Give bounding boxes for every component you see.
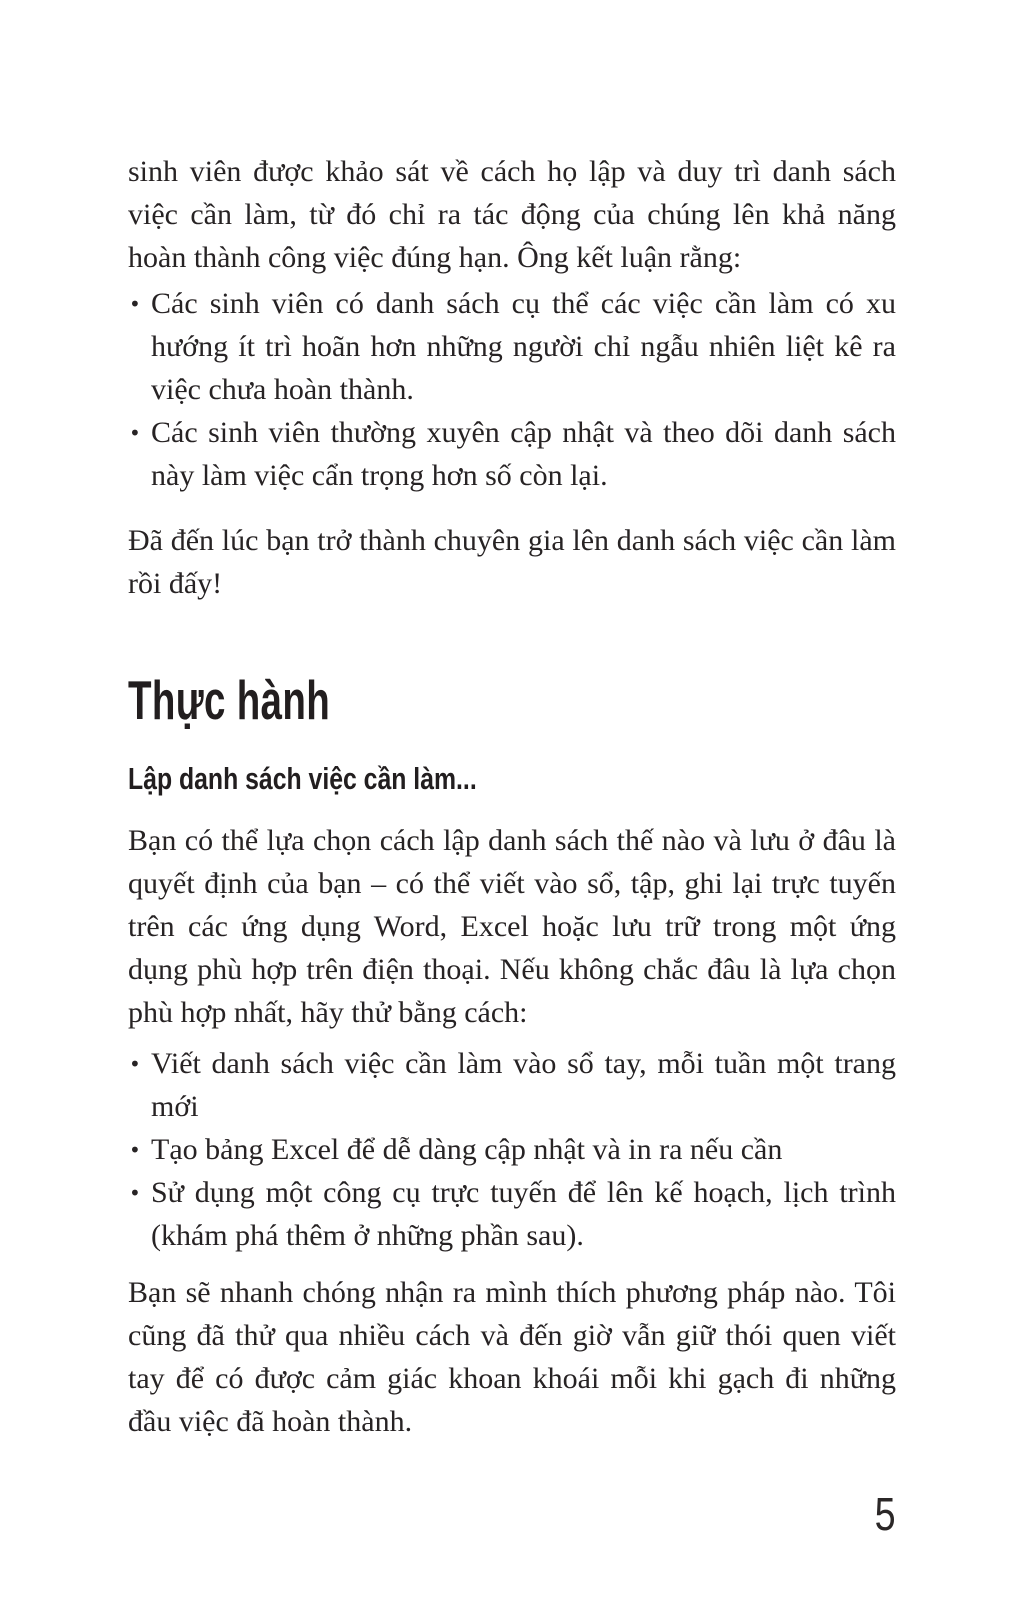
text-block (128, 150, 896, 1443)
intro-paragraph: sinh viên được khảo sát về cách họ lập và duy trì danh sách việc cần làm, từ đó chỉ ra tác động của chúng lên khả năng hoàn thành công việc đúng hạn. Ông kết luận rằng: (128, 155, 896, 274)
bullet-text: Viết danh sách việc cần làm vào sổ tay, mỗi tuần một trang mới (151, 1047, 896, 1123)
bullet-icon: • (129, 1181, 141, 1205)
list-item (128, 1042, 896, 1128)
bullet-icon: • (129, 1138, 141, 1162)
list-item (128, 1128, 896, 1171)
list-item (128, 411, 896, 497)
conclusion-paragraph: Đã đến lúc bạn trở thành chuyên gia lên danh sách việc cần làm rồi đấy! (128, 524, 896, 600)
bullet-text: Tạo bảng Excel để dễ dàng cập nhật và in ra nếu cần (151, 1133, 783, 1166)
section-heading-text: Thực hành (128, 669, 331, 731)
section-heading (128, 670, 896, 730)
subsection-heading-text: Lập danh sách việc cần làm... (128, 761, 477, 796)
bullet-icon: • (129, 1052, 141, 1076)
bullet-icon: • (129, 292, 141, 316)
page-number: 5 (875, 1488, 896, 1540)
methods-bullet-list (128, 1042, 896, 1257)
bullet-icon: • (129, 421, 141, 445)
list-item (128, 282, 896, 411)
bullet-text: Sử dụng một công cụ trực tuyến để lên kế hoạch, lịch trình (khám phá thêm ở những phần sau). (151, 1176, 896, 1252)
closing-paragraph: Bạn sẽ nhanh chóng nhận ra mình thích phương pháp nào. Tôi cũng đã thử qua nhiều cách và đến giờ vẫn giữ thói quen viết tay để có được cảm giác khoan khoái mỗi khi gạch đi những đầu việc đã hoàn thành. (128, 1276, 896, 1438)
bullet-text: Các sinh viên có danh sách cụ thể các việc cần làm có xu hướng ít trì hoãn hơn những người chỉ ngẫu nhiên liệt kê ra việc chưa hoàn thành. (151, 287, 896, 406)
list-item (128, 1171, 896, 1257)
bullet-text: Các sinh viên thường xuyên cập nhật và theo dõi danh sách này làm việc cẩn trọng hơn số còn lại. (151, 416, 896, 492)
findings-bullet-list (128, 282, 896, 497)
practice-paragraph: Bạn có thể lựa chọn cách lập danh sách thế nào và lưu ở đâu là quyết định của bạn – có thể viết vào sổ, tập, ghi lại trực tuyến trên các ứng dụng Word, Excel hoặc lưu trữ trong một ứng dụng phù hợp trên điện thoại. Nếu không chắc đâu là lựa chọn phù hợp nhất, hãy thử bằng cách: (128, 824, 896, 1029)
subsection-heading (128, 760, 896, 798)
